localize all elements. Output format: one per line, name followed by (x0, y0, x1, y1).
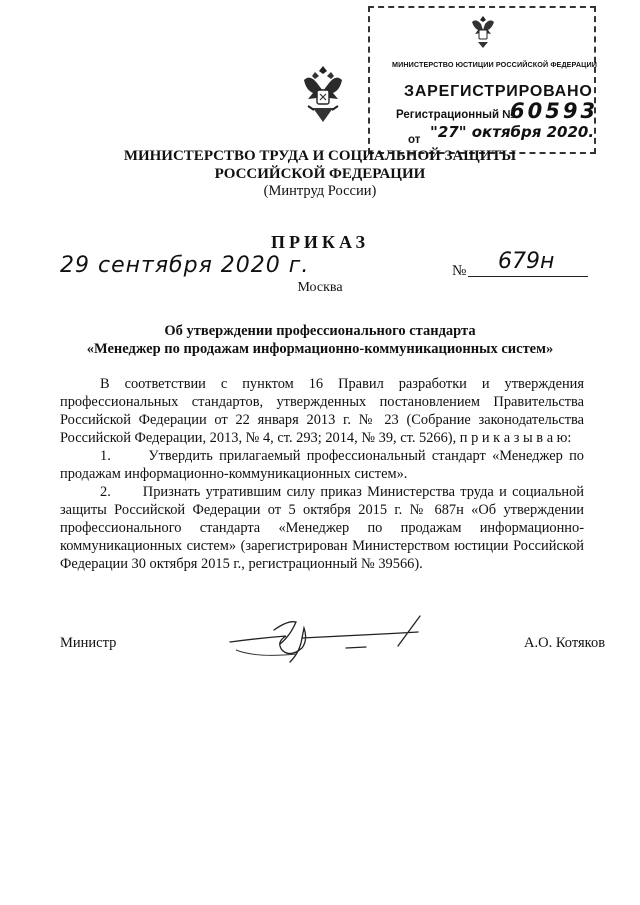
ministry-name-line1: МИНИСТЕРСТВО ТРУДА И СОЦИАЛЬНОЙ ЗАЩИТЫ (123, 148, 517, 164)
stamp-regno-label: Регистрационный № (396, 109, 516, 121)
signatory-name: А.О. Котяков (524, 635, 606, 651)
order-city: Москва (297, 280, 343, 295)
document-title-line1: Об утверждении профессионального стандарта (164, 323, 476, 339)
stamp-ministry-name: МИНИСТЕРСТВО ЮСТИЦИИ РОССИЙСКОЙ ФЕДЕРАЦИИ (392, 60, 597, 69)
stamp-registered-label: ЗАРЕГИСТРИРОВАНО (404, 83, 593, 100)
handwritten-signature-icon (226, 610, 436, 670)
body-preamble: В соответствии с пунктом 16 Правил разработки и утверждения профессиональных стандартов, утвержденных постановлением Правительства Российской Федерации от 22 января 2013 г. № 23 (Собрание законодательства Российской Федерации, 2013, № 4, ст. 293; 2014, № 39, ст. 5266), п р и к а з ы в а ю: (60, 376, 584, 446)
order-date-handwritten: 29 сентября 2020 г. (60, 253, 310, 278)
body-item-2: 2. Признать утратившим силу приказ Министерства труда и социальной защиты Российской Федерации от 5 октября 2015 г. № 687н «Об утверждении профессионального стандарта «Менеджер по продажам информационно-коммуникационных систем» (зарегистрирован Министерством юстиции Российской Федерации 30 октября 2015 г., регистрационный № 39566). (60, 484, 584, 572)
ministry-short-name: (Минтруд России) (263, 183, 377, 199)
body-item-1: 1. Утвердить прилагаемый профессиональный стандарт «Менеджер по продажам информационно-коммуникационных систем». (60, 448, 584, 482)
document-title-line2: «Менеджер по продажам информационно-коммуникационных систем» (86, 341, 554, 357)
ministry-name-line2: РОССИЙСКОЙ ФЕДЕРАЦИИ (214, 166, 426, 182)
document-title (0, 322, 640, 358)
stamp-date-label: от (408, 134, 421, 146)
stamp-emblem-icon (466, 12, 500, 52)
registration-stamp (368, 6, 599, 154)
order-number-underline (468, 276, 588, 277)
signatory-position: Министр (60, 635, 117, 651)
coat-of-arms-icon (300, 64, 346, 128)
stamp-regno-value: 60593 (510, 99, 599, 123)
order-number-handwritten: 679н (498, 249, 555, 274)
document-body (60, 375, 584, 573)
document-type-heading: ПРИКАЗ (270, 232, 370, 252)
stamp-date-value: "27" октября 2020. (430, 123, 595, 141)
order-number-sign: № (452, 263, 467, 279)
